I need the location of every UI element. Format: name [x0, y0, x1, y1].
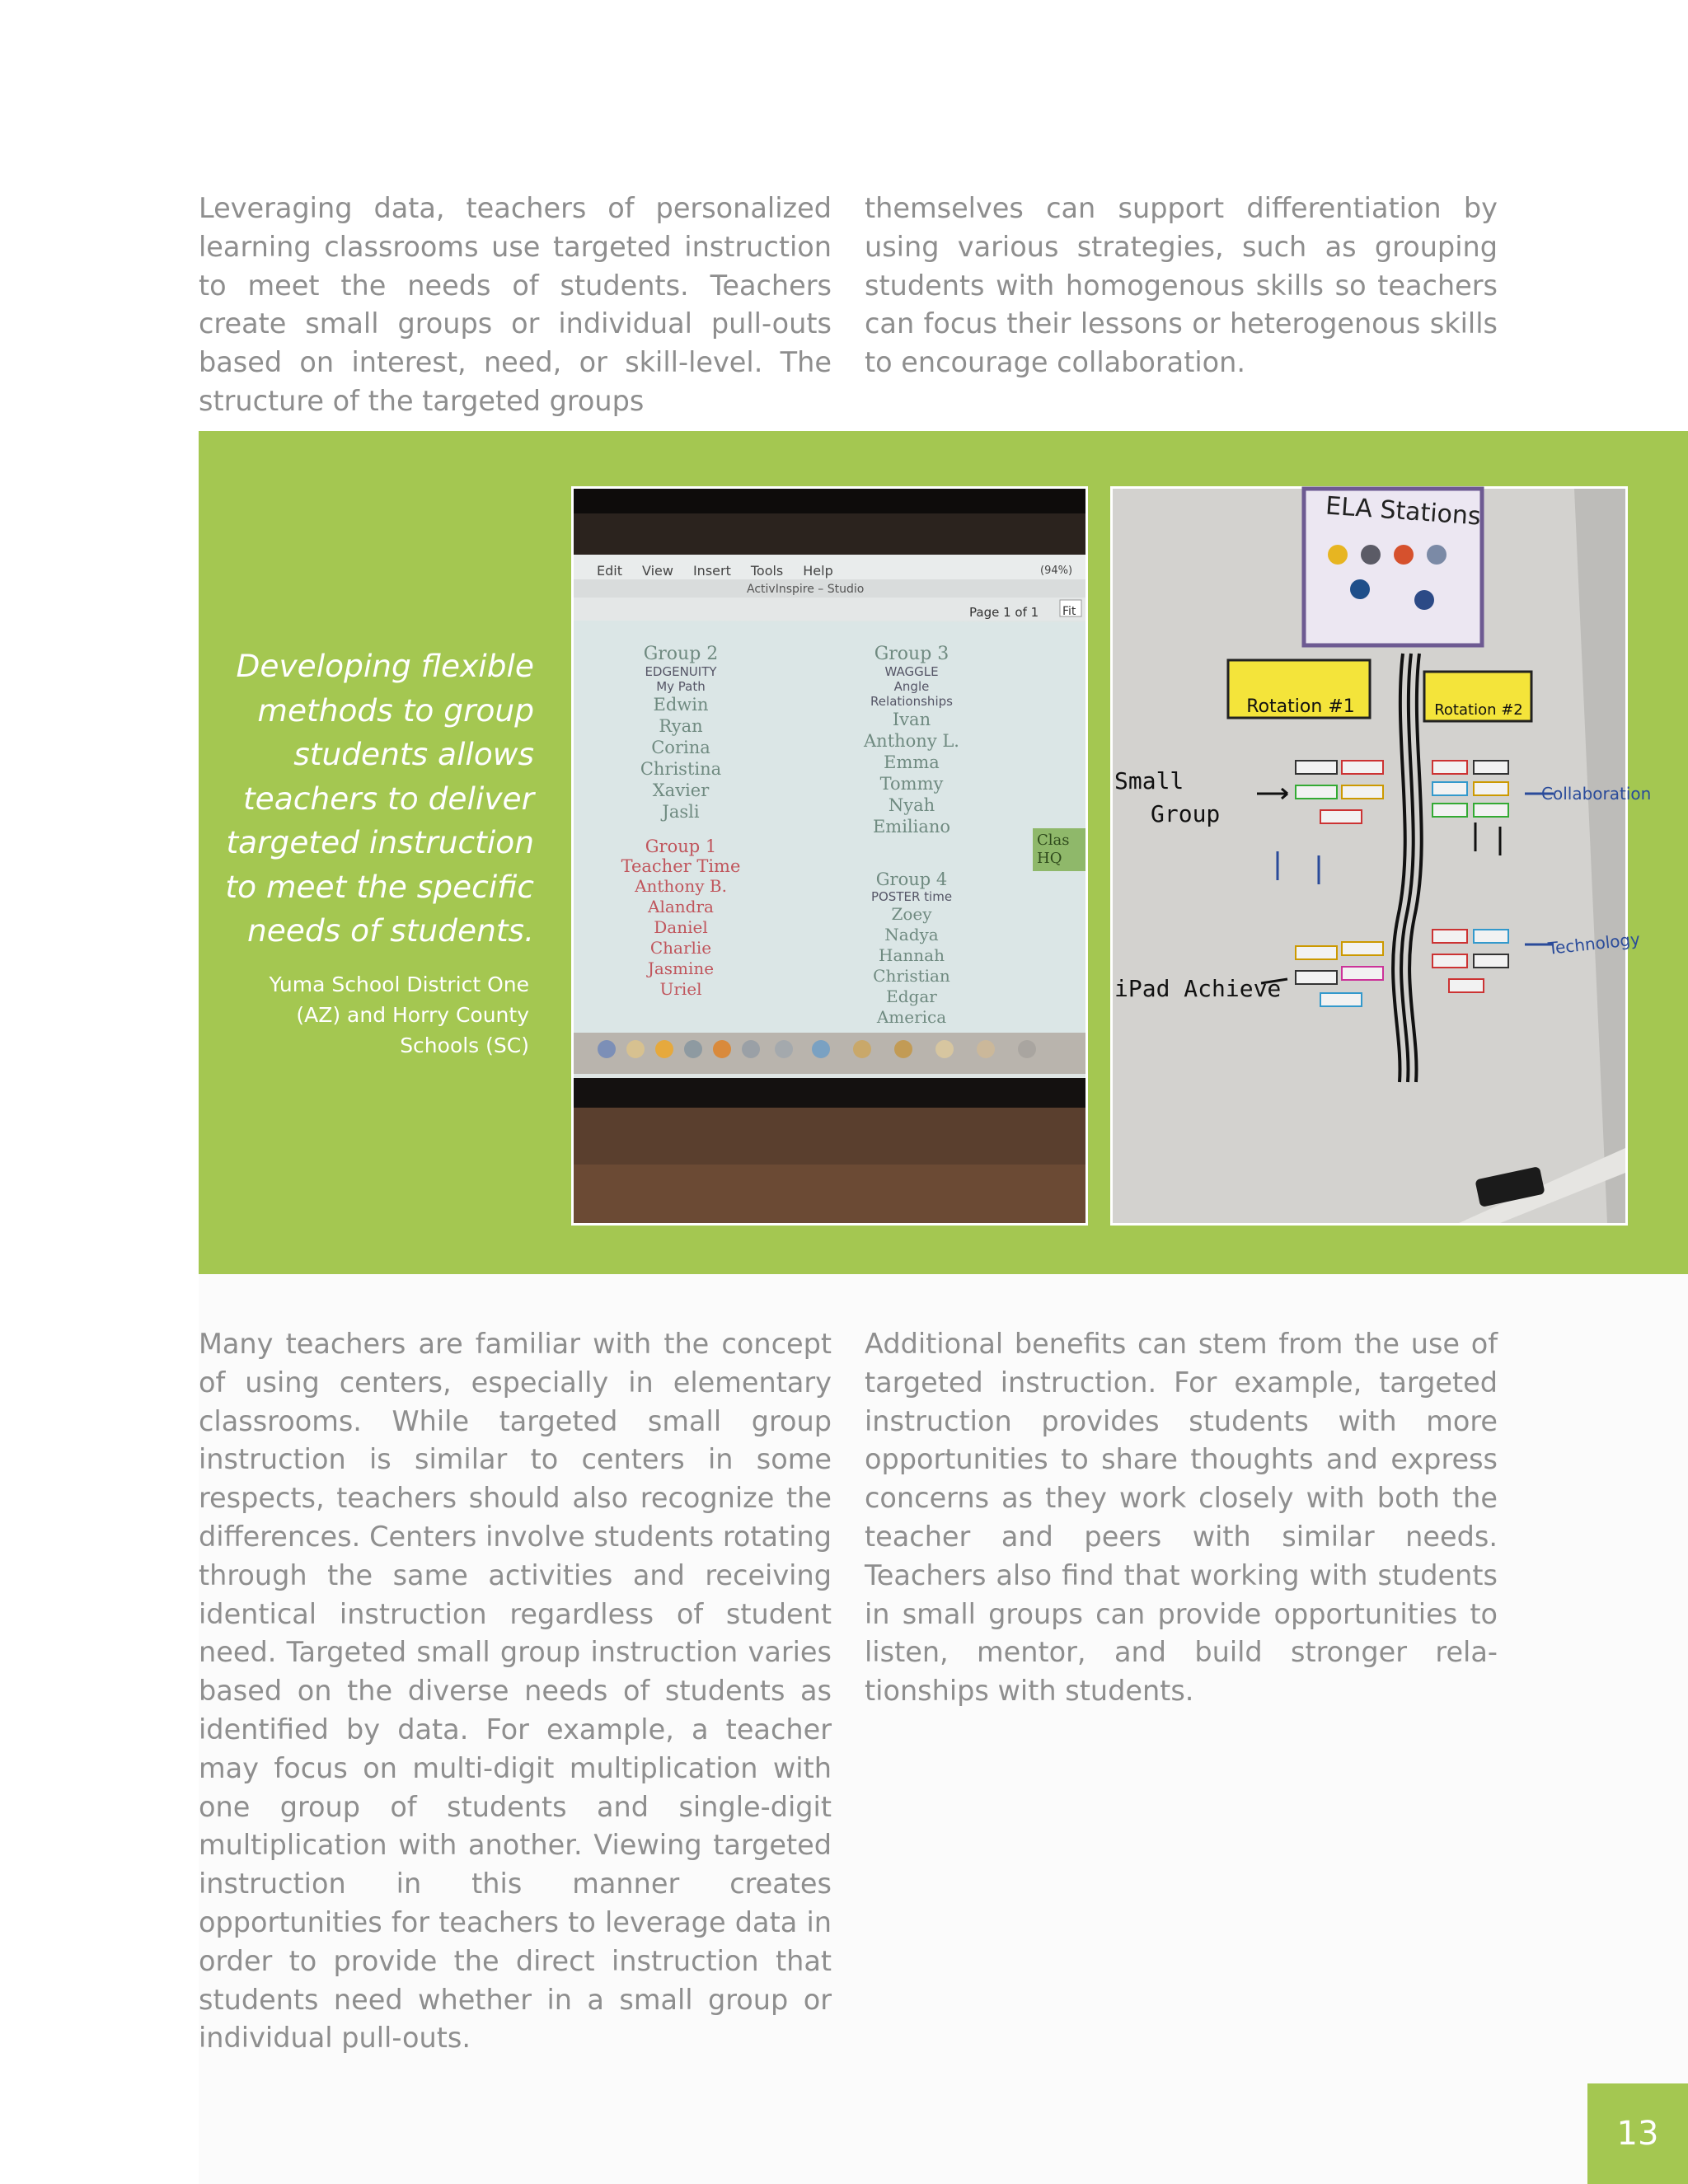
- group-3-name: Ivan: [892, 710, 931, 729]
- menu-insert: Insert: [692, 563, 731, 579]
- intro-column-left: [199, 190, 832, 421]
- group-2-activity: EDGENUITY: [645, 664, 717, 679]
- group-1-activity: Teacher Time: [621, 856, 741, 876]
- group-3-name: Tommy: [879, 774, 944, 794]
- callout-quote: Developing flexible methods to group students allows teachers to deliver targeted instruction to meet the specific needs of students.: [225, 648, 534, 949]
- group-1-name: Jasmine: [647, 958, 715, 978]
- body-column-right: [865, 1325, 1498, 1711]
- group-2-name: Christina: [640, 759, 722, 779]
- ipad-achieve-label: iPad Achieve: [1114, 975, 1282, 1002]
- app-window-title: ActivInspire – Studio: [747, 583, 865, 596]
- group-4-name: Hannah: [879, 945, 945, 965]
- group-3-name: Anthony L.: [864, 731, 959, 751]
- group-4-name: Christian: [873, 966, 950, 986]
- group-1-name: Daniel: [654, 917, 708, 937]
- intro-column-right: [865, 190, 1498, 382]
- group-3-name: Emiliano: [872, 817, 951, 837]
- menu-help: Help: [803, 563, 833, 579]
- fit-button-label: Fit: [1062, 605, 1076, 618]
- group-4-name: Zoey: [891, 904, 932, 924]
- menu-edit: Edit: [597, 563, 622, 579]
- group-4-name: Nadya: [884, 925, 939, 944]
- group-3-name: Nyah: [888, 795, 935, 815]
- group-3-activity: WAGGLE: [884, 664, 939, 679]
- menu-view: View: [641, 563, 673, 579]
- body-column-left: [199, 1325, 832, 2058]
- group-4-name: Edgar: [886, 987, 937, 1006]
- group-4-title: Group 4: [875, 869, 948, 889]
- menu-tools: Tools: [750, 563, 784, 579]
- body-paragraph-left: Many teachers are familiar with the concept of using centers, especially in elementary classrooms. While targeted small group instruction is similar to centers in some respects, teachers should also recognize the differences. Centers involve students rotating through the same activities and receiving identical instruction regardless of student need. Targeted small group instruction varies based on the diverse needs of students as identified by data. For example, a teacher may focus on multi-digit multiplication with one group of students and single-digit multiplication with another. Viewing targeted instruction in this manner creates opportunities for teachers to leverage data in order to provide the direct instruction that students need whether in a small group or individual pull-outs.: [199, 1328, 832, 2055]
- group-4-activity: POSTER time: [870, 889, 953, 904]
- group-2-name: Ryan: [659, 716, 703, 736]
- group-4: [837, 869, 986, 1028]
- group-1-name: Anthony B.: [635, 876, 727, 896]
- group-2-name: Edwin: [653, 695, 709, 715]
- small-group-label-line-1: Small: [1114, 767, 1184, 794]
- group-2-name: Xavier: [652, 780, 710, 800]
- group-3-title: Group 3: [874, 644, 950, 664]
- group-2-title: Group 2: [643, 644, 719, 664]
- group-1-name: Alandra: [648, 897, 714, 916]
- app-menu-bar: [597, 563, 833, 579]
- rotation-2-label: Rotation #2: [1434, 701, 1523, 719]
- group-2-name: Jasli: [662, 802, 700, 822]
- group-3-subactivity-2: Relationships: [870, 694, 953, 709]
- group-1-name: Charlie: [649, 938, 712, 958]
- page-indicator: Page 1 of 1: [969, 605, 1039, 620]
- side-tag-label: Clas HQ: [1037, 832, 1070, 867]
- body-paragraph-right: Additional benefits can stem from the use of targeted instruction. For example, targeted instruction provides students with more opportunities to share thoughts and express concerns as they work closely with both the teacher and peers with similar needs. Teachers also find that working with students in small groups can provide opportunities to listen, mentor, and build stronger relationships with students.: [865, 1328, 1498, 1708]
- battery-status: (94%): [1040, 565, 1073, 577]
- small-group-label-line-2: Group: [1151, 800, 1221, 827]
- group-3-subactivity: Angle: [893, 679, 930, 694]
- group-1-title: Group 1: [645, 837, 717, 856]
- photo-ela-stations-board: [1110, 486, 1652, 1226]
- rotation-1-label: Rotation #1: [1246, 696, 1355, 717]
- group-2-subactivity: My Path: [656, 679, 706, 694]
- group-4-name: America: [876, 1007, 947, 1027]
- intro-paragraph-left: Leveraging data, teachers of personalized learning classrooms use targeted instruction to meet the needs of students. Teachers create small groups or individual pull-outs based on interest, need, or skill-level. The structure of the targeted groups: [199, 192, 832, 417]
- group-1-name: Uriel: [659, 979, 702, 999]
- group-2-name: Corina: [651, 738, 710, 757]
- group-2: [607, 644, 755, 823]
- collaboration-label: Collaboration: [1541, 784, 1652, 804]
- group-1: [598, 837, 763, 1000]
- whiteboard-photo-art: [1113, 489, 1625, 1223]
- photo-group-slide: [571, 486, 1088, 1226]
- page-number: 13: [1587, 2083, 1688, 2184]
- group-3-name: Emma: [884, 752, 940, 772]
- intro-paragraph-right: themselves can support differentiation by using various strategies, such as grouping students with homogenous skills so teachers can focus their lessons or heterogenous skills to encourage collaboration.: [865, 192, 1498, 379]
- callout-attribution: Yuma School District One (AZ) and Horry County Schools (SC): [269, 972, 529, 1057]
- technology-label: Technology: [1547, 929, 1641, 958]
- ela-stations-title: ELA Stations: [1325, 491, 1482, 532]
- group-3: [837, 644, 986, 837]
